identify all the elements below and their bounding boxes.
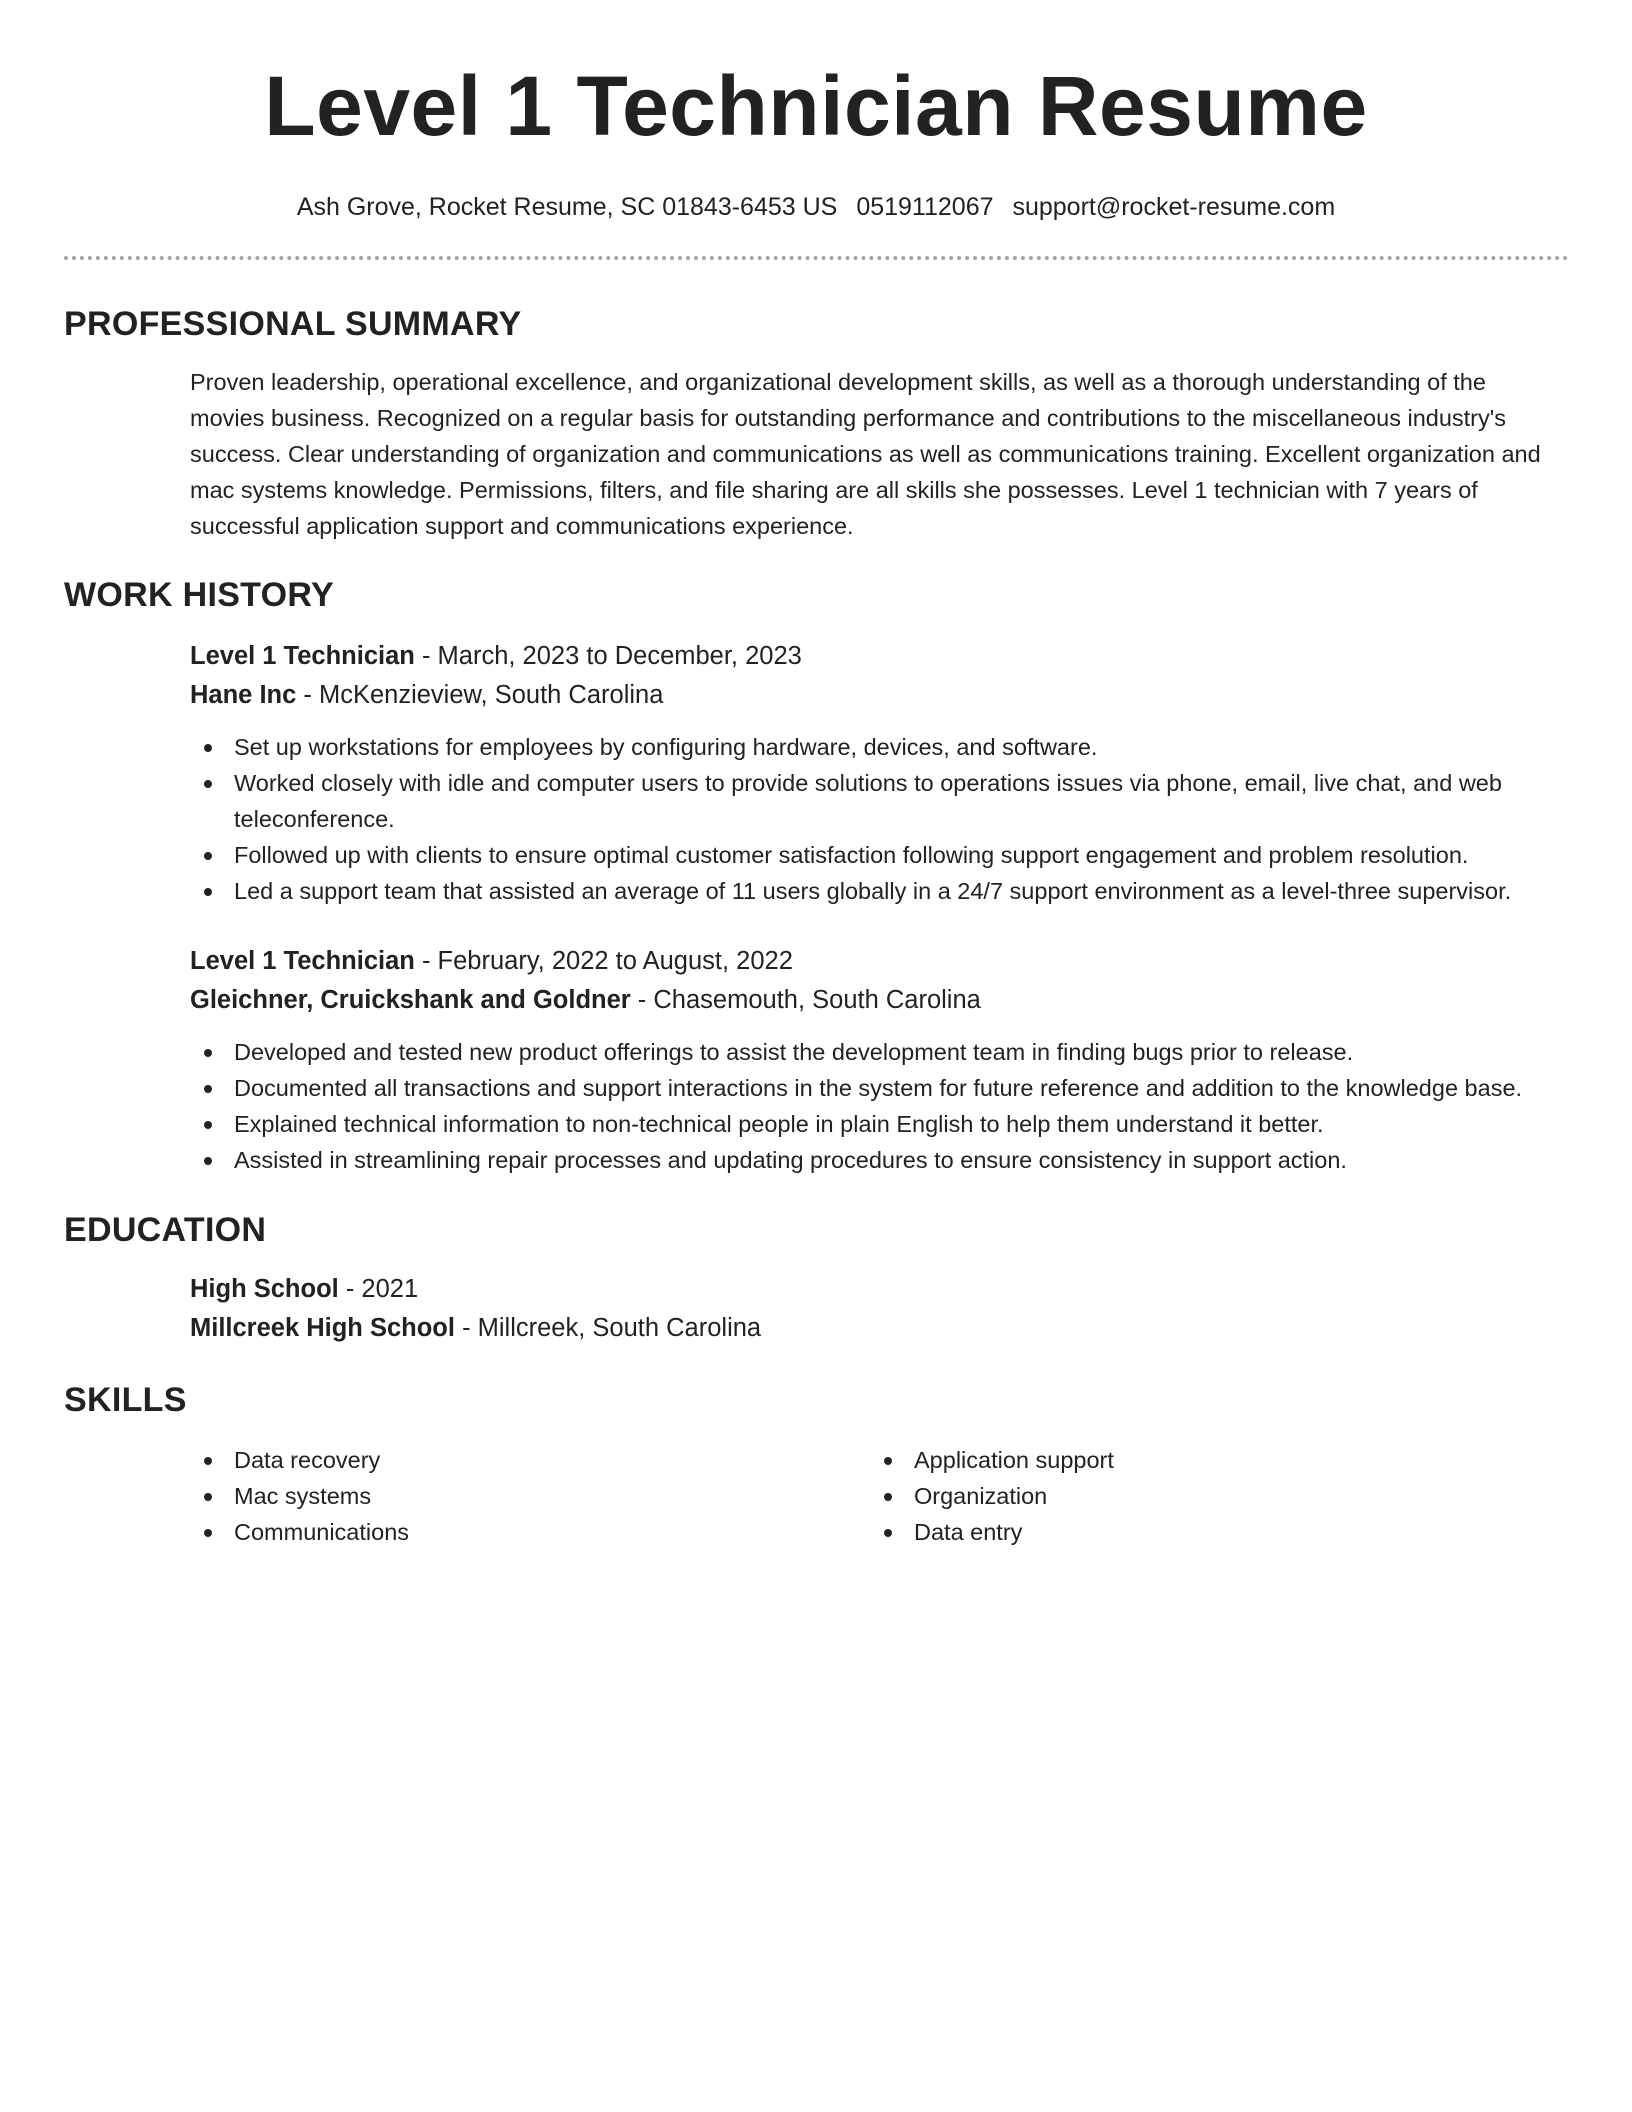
skills-section bbox=[64, 1428, 1568, 1550]
education-location: - Millcreek, South Carolina bbox=[454, 1314, 762, 1342]
company-name: Hane Inc bbox=[190, 681, 297, 709]
education-heading: EDUCATION bbox=[64, 1211, 267, 1249]
company-line bbox=[190, 981, 1558, 1020]
job-bullet: Led a support team that assisted an average of 11 users globally in a 24/7 support environment as a level-three supervisor. bbox=[190, 873, 1558, 909]
skills-grid bbox=[190, 1428, 1558, 1550]
summary-section bbox=[64, 364, 1568, 544]
job-bullet: Assisted in streamlining repair processes and updating procedures to ensure consistency in support action. bbox=[190, 1142, 1558, 1178]
summary-text: Proven leadership, operational excellence, and organizational development skills, as well as a thorough understanding of the movies business. Recognized on a regular basis for outstanding performance and contributions to the miscellaneous industry's success. Clear understanding of organization and communications as well as communications training. Excellent organization and mac systems knowledge. Permissions, filters, and file sharing are all skills she possesses. Level 1 technician with 7 years of successful application support and communications experience. bbox=[190, 369, 1541, 539]
job-entry bbox=[190, 942, 1558, 1178]
summary-heading: PROFESSIONAL SUMMARY bbox=[64, 305, 522, 343]
skills-list-left bbox=[190, 1442, 870, 1550]
job-dates: - February, 2022 to August, 2022 bbox=[414, 947, 793, 975]
education-year: - 2021 bbox=[338, 1275, 419, 1303]
job-bullets bbox=[190, 729, 1558, 909]
skill-item: Data entry bbox=[870, 1514, 1550, 1550]
job-title: Level 1 Technician bbox=[190, 947, 415, 975]
job-dates: - March, 2023 to December, 2023 bbox=[414, 642, 802, 670]
education-degree: High School bbox=[190, 1275, 339, 1303]
company-line bbox=[190, 676, 1558, 715]
resume-title: Level 1 Technician Resume bbox=[264, 59, 1368, 153]
job-bullet: Developed and tested new product offerings to assist the development team in finding bugs prior to release. bbox=[190, 1034, 1558, 1070]
company-name: Gleichner, Cruickshank and Goldner bbox=[190, 986, 631, 1014]
contact-address: Ash Grove, Rocket Resume, SC 01843-6453 US bbox=[296, 193, 838, 221]
header-divider bbox=[64, 256, 1569, 260]
contact-phone: 0519112067 bbox=[856, 193, 994, 221]
education-section bbox=[64, 1270, 1568, 1348]
company-location: - McKenzieview, South Carolina bbox=[296, 681, 664, 709]
job-bullet: Documented all transactions and support interactions in the system for future reference and addition to the knowledge base. bbox=[190, 1070, 1558, 1106]
work-section bbox=[64, 637, 1568, 1178]
skills-heading: SKILLS bbox=[64, 1381, 187, 1419]
company-location: - Chasemouth, South Carolina bbox=[630, 986, 981, 1014]
contact-email: support@rocket-resume.com bbox=[1012, 193, 1336, 221]
skills-list-right bbox=[870, 1442, 1550, 1550]
job-title-line bbox=[190, 942, 1558, 981]
education-school: Millcreek High School bbox=[190, 1314, 455, 1342]
work-heading: WORK HISTORY bbox=[64, 576, 334, 614]
skill-item: Mac systems bbox=[190, 1478, 870, 1514]
job-title-line bbox=[190, 637, 1558, 676]
contact-line bbox=[64, 191, 1568, 223]
job-title: Level 1 Technician bbox=[190, 642, 415, 670]
education-degree-line bbox=[190, 1270, 1558, 1309]
job-bullet: Set up workstations for employees by configuring hardware, devices, and software. bbox=[190, 729, 1558, 765]
skill-item: Communications bbox=[190, 1514, 870, 1550]
skill-item: Organization bbox=[870, 1478, 1550, 1514]
skill-item: Data recovery bbox=[190, 1442, 870, 1478]
job-bullet: Worked closely with idle and computer users to provide solutions to operations issues via phone, email, live chat, and web teleconference. bbox=[190, 765, 1558, 837]
job-bullet: Explained technical information to non-technical people in plain English to help them understand it better. bbox=[190, 1106, 1558, 1142]
job-entry bbox=[190, 637, 1558, 909]
skill-item: Application support bbox=[870, 1442, 1550, 1478]
education-school-line bbox=[190, 1309, 1558, 1348]
job-bullets bbox=[190, 1034, 1558, 1178]
job-bullet: Followed up with clients to ensure optimal customer satisfaction following support engagement and problem resolution. bbox=[190, 837, 1558, 873]
